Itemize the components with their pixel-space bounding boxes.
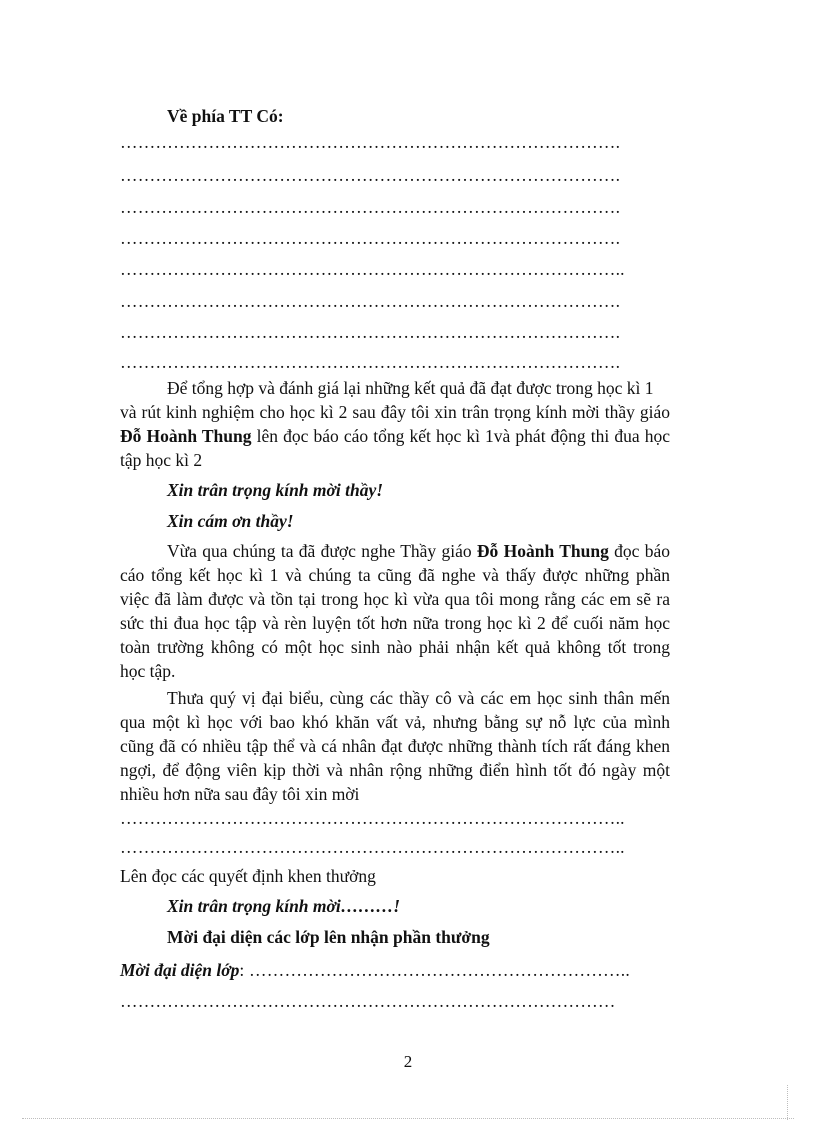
- invitation-text: Xin trân trọng kính mời………!: [167, 896, 401, 916]
- paragraph-line: cũng đã có nhiều tập thể và cá nhân đạt được những thành tích rất đáng khen: [120, 736, 670, 756]
- dotted-line: ………………………………………………………………………….: [120, 291, 621, 311]
- paragraph-line: sức thi đua học tập và rèn luyện tốt hơn nữa trong học kì 2 để cuối năm học: [120, 613, 670, 633]
- paragraph-line: Thưa quý vị đại biểu, cùng các thầy cô và các em học sinh thân mến: [167, 688, 670, 708]
- page-bottom-rule: [22, 1118, 794, 1119]
- paragraph-line: nhiều hơn nữa sau đây tôi xin mời: [120, 784, 360, 804]
- paragraph-line: học tập.: [120, 661, 176, 681]
- invite-representatives-text: Mời đại diện các lớp lên nhận phần thưởng: [167, 927, 490, 947]
- paragraph-line: Đỗ Hoành Thung lên đọc báo cáo tổng kết học kì 1và phát động thi đua học: [120, 426, 670, 446]
- page-edge-rule: [787, 1085, 788, 1120]
- teacher-name: Đỗ Hoành Thung: [120, 426, 252, 446]
- page-number: 2: [403, 1052, 413, 1071]
- teacher-name: Đỗ Hoành Thung: [476, 541, 609, 561]
- read-decisions-text: Lên đọc các quyết định khen thưởng: [120, 866, 376, 886]
- paragraph-line: ngợi, để động viên kịp thời và nhân rộng những điển hình tốt đó ngày một: [120, 760, 670, 780]
- paragraph-line: Vừa qua chúng ta đã được nghe Thầy giáo Đỗ Hoành Thung đọc báo: [167, 541, 670, 561]
- dotted-line: …………………………………………………………………………..: [120, 259, 625, 279]
- dotted-line: ………………………………………………………………………….: [120, 322, 621, 342]
- dotted-line: ………………………………………………………………………….: [120, 132, 621, 152]
- dotted-line: …………………………………………………………………………..: [120, 808, 625, 828]
- dotted-line: …………………………………………………………………………..: [120, 837, 625, 857]
- dotted-line: …………………………………………………………………………: [120, 991, 616, 1011]
- paragraph-line: và rút kinh nghiệm cho học kì 2 sau đây tôi xin trân trọng kính mời thầy giáo: [120, 402, 670, 422]
- dotted-line: ………………………………………………………………………….: [120, 197, 621, 217]
- section-heading: Về phía TT Có:: [167, 106, 284, 126]
- class-rep-line: Mời đại diện lớp: ………………………………………………………..: [120, 960, 630, 980]
- dotted-line: ………………………………………………………………………….: [120, 228, 621, 248]
- class-rep-label: Mời đại diện lớp: [120, 960, 240, 980]
- paragraph-line: toàn trường không có một học sinh nào phải nhận kết quả không tốt trong: [120, 637, 670, 657]
- paragraph-line: tập học kì 2: [120, 450, 203, 470]
- paragraph-line: qua một kì học với bao khó khăn vất vả, nhưng bằng sự nỗ lực của mình: [120, 712, 670, 732]
- invitation-text: Xin trân trọng kính mời thầy!: [167, 480, 384, 500]
- dotted-line: ………………………………………………………………………….: [120, 165, 621, 185]
- paragraph-line: việc đã làm được và tồn tại trong học kì vừa qua tôi mong rằng các em sẽ ra: [120, 589, 670, 609]
- paragraph-line: Để tổng hợp và đánh giá lại những kết quả đã đạt được trong học kì 1: [167, 378, 654, 398]
- dotted-line: ………………………………………………………………………….: [120, 352, 621, 372]
- thanks-text: Xin cám ơn thầy!: [167, 511, 294, 531]
- paragraph-line: cáo tổng kết học kì 1 và chúng ta cũng đã nghe và thấy được những phần: [120, 565, 670, 585]
